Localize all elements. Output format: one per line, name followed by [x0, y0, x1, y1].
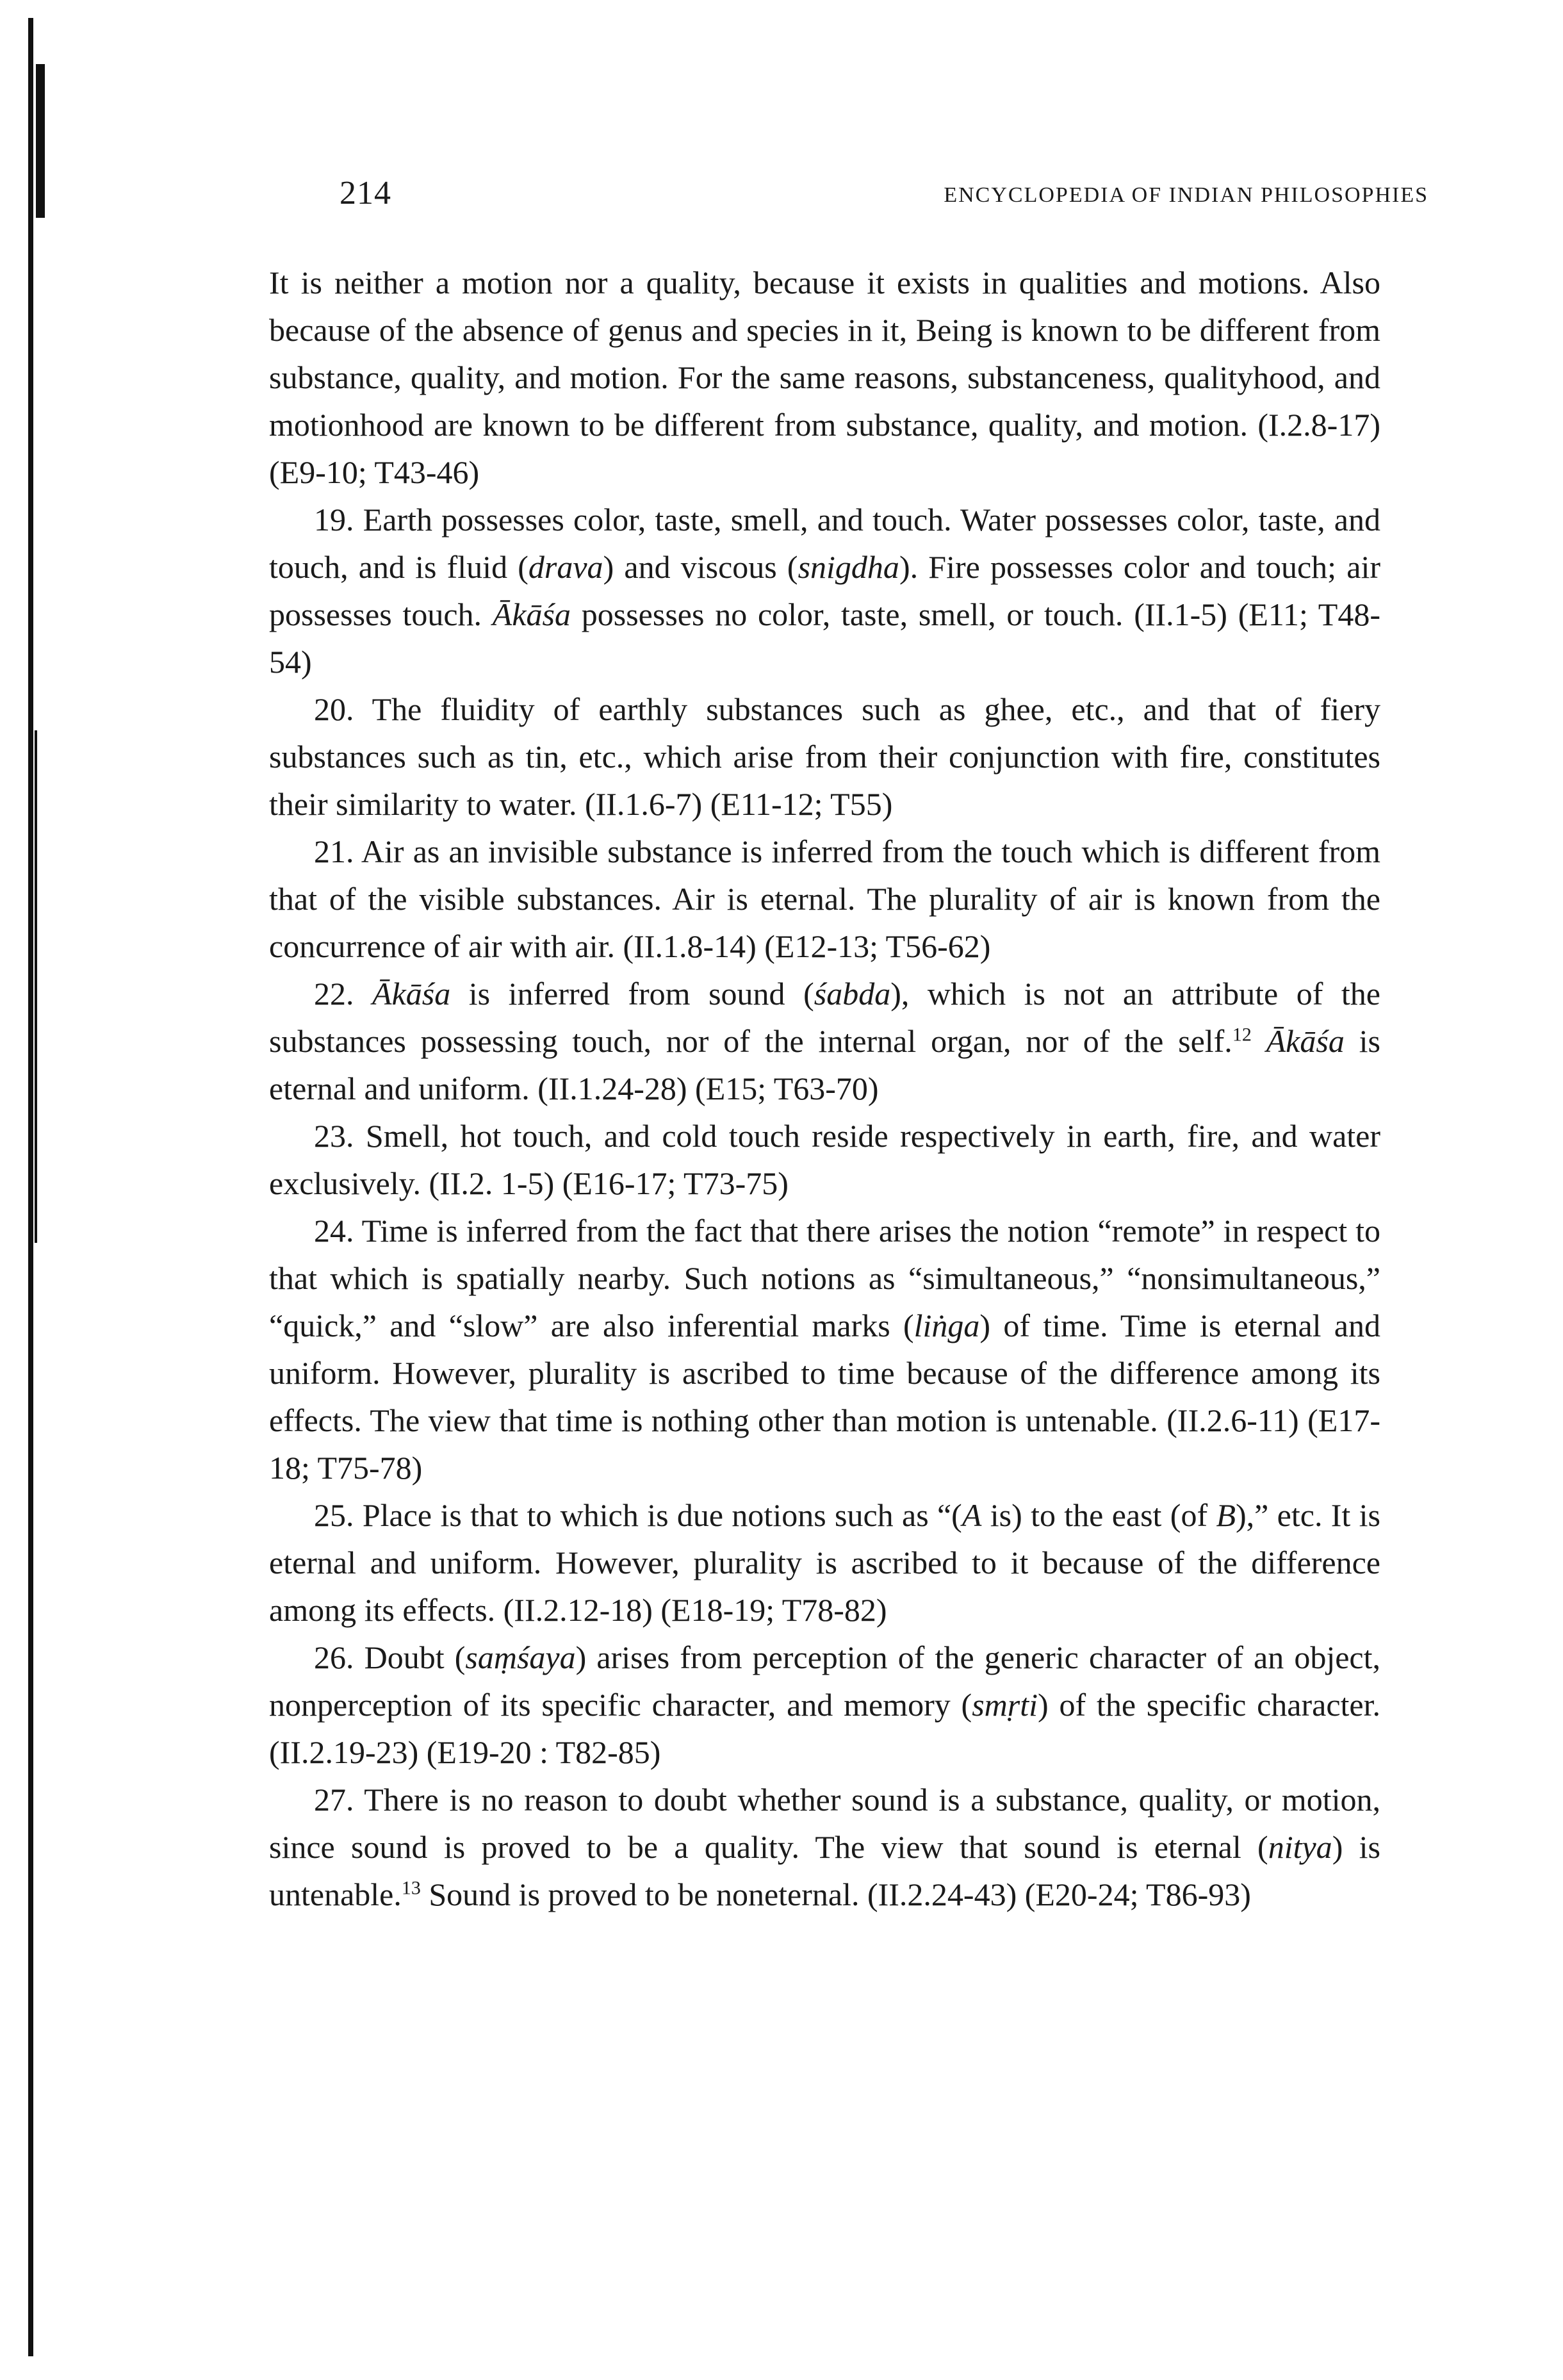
paragraph-number: 25.	[314, 1497, 354, 1533]
paragraph-number: 19.	[314, 502, 354, 538]
footnote-marker: 13	[401, 1877, 421, 1899]
paragraph-continuation: It is neither a motion nor a quality, because it exists in qualities and motions. Also because of the absence of genus and species in it, Being is known to be different from substance, quality, and motion. For the same reasons, substanceness, qualityhood, and motionhood are known to be different from substance, quality, and motion. (I.2.8-17) (E9-10; T43-46)	[269, 265, 1380, 490]
binding-shadow-mark	[36, 64, 45, 218]
paragraph-27: 27. There is no reason to doubt whether sound is a substance, quality, or motion, since sound is proved to be a quality. The view that sound is eternal (nitya) is untenable.$^{13}$ Sound is proved to be noneternal. (II.2.24-43) (E20-24; T86-93)	[269, 1776, 1380, 1918]
paragraph-24: 24. Time is inferred from the fact that there arises the notion “remote” in respect to that which is spatially nearby. Such notions as “simultaneous,” “nonsimultaneous,” “quick,” and “slow” are also inferential marks (liṅga) of time. Time is eternal and uniform. However, plurality is ascribed to time because of the difference among its effects. The view that time is nothing other than motion is untenable. (II.2.6-11) (E17-18; T75-78)	[269, 1207, 1380, 1491]
paragraph-number: 23.	[314, 1118, 354, 1154]
binding-shadow-line	[28, 18, 33, 2356]
paragraph-19: 19. Earth possesses color, taste, smell, and touch. Water possesses color, taste, and touch, and is fluid (drava) and viscous (snigdha). Fire possesses color and touch; air possesses touch. Ākāśa possesses no color, taste, smell, or touch. (II.1-5) (E11; T48-54)	[269, 496, 1380, 685]
scan-binding-edge	[18, 0, 47, 2380]
paragraph-23: 23. Smell, hot touch, and cold touch reside respectively in earth, fire, and water exclusively. (II.2. 1-5) (E16-17; T73-75)	[269, 1112, 1380, 1207]
paragraph-number: 26.	[314, 1639, 354, 1675]
paragraph-number: 27.	[314, 1782, 354, 1818]
paragraph-22: 22. Ākāśa is inferred from sound (śabda), which is not an attribute of the substances possessing touch, nor of the internal organ, nor of the self.$^{12}$ Ākāśa is eternal and uniform. (II.1.24-28) (E15; T63-70)	[269, 970, 1380, 1112]
paragraph-number: 21.	[314, 833, 354, 869]
body-text	[269, 259, 1380, 1918]
paragraph-21: 21. Air as an invisible substance is inferred from the touch which is different from that of the visible substances. Air is eternal. The plurality of air is known from the concurrence of air with air. (II.1.8-14) (E12-13; T56-62)	[269, 828, 1380, 970]
running-head: ENCYCLOPEDIA OF INDIAN PHILOSOPHIES	[944, 183, 1428, 207]
paragraph-number: 24.	[314, 1213, 354, 1249]
binding-shadow-faint	[35, 730, 37, 1243]
paragraph-number: 20.	[314, 691, 354, 727]
paragraph-20: 20. The fluidity of earthly substances such as ghee, etc., and that of fiery substances such as tin, etc., which arise from their conjunction with fire, constitutes their similarity to water. (II.1.6-7) (E11-12; T55)	[269, 685, 1380, 828]
page-header	[340, 174, 1428, 226]
footnote-marker: 12	[1232, 1024, 1252, 1046]
paragraph-26: 26. Doubt (saṃśaya) arises from perception of the generic character of an object, nonperception of its specific character, and memory (smṛti) of the specific character. (II.2.19-23) (E19-20 : T82-85)	[269, 1634, 1380, 1776]
paragraph-25: 25. Place is that to which is due notions such as “(A is) to the east (of B),” etc. It is eternal and uniform. However, plurality is ascribed to it because of the difference among its effects. (II.2.12-18) (E18-19; T78-82)	[269, 1491, 1380, 1634]
paragraph-number: 22.	[314, 976, 354, 1012]
page-number: 214	[340, 175, 391, 211]
